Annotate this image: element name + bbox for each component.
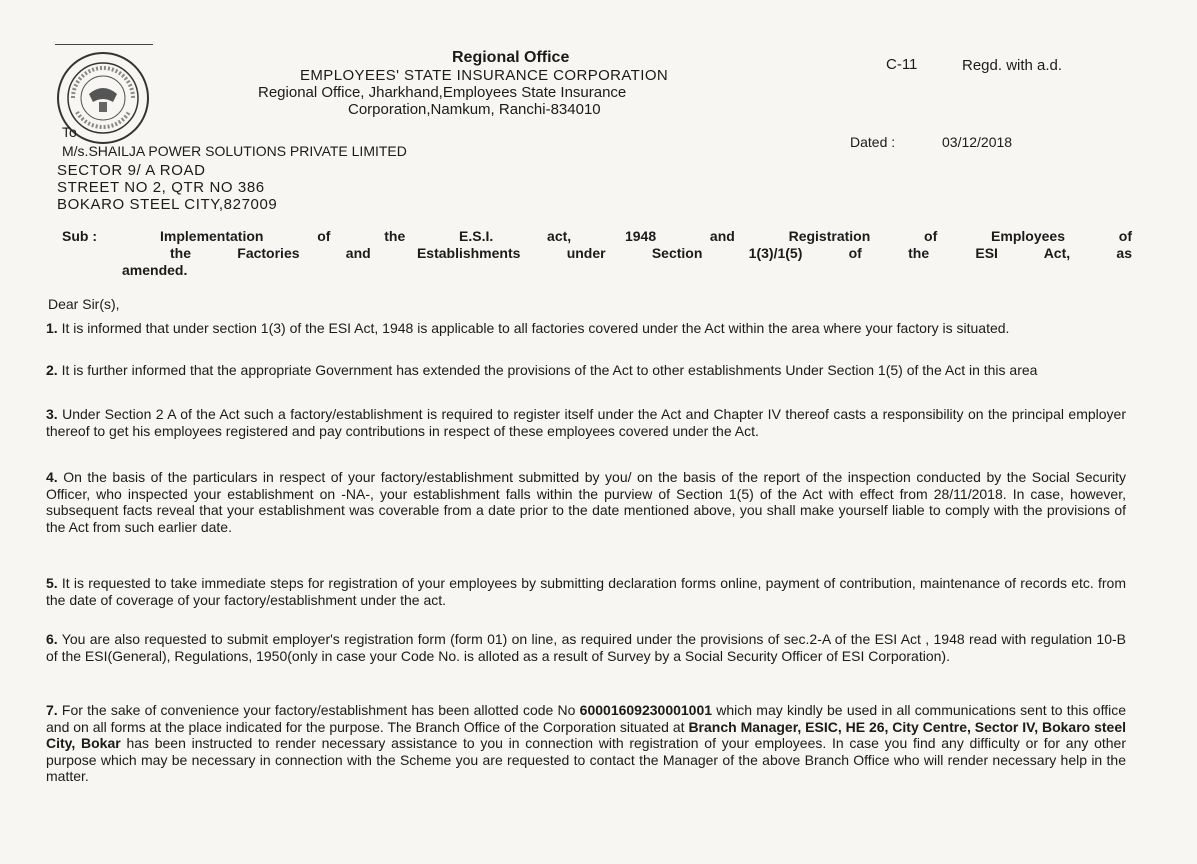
top-rule [55,44,153,45]
paragraph-number: 3. [46,406,58,422]
office-address-line-2: Corporation,Namkum, Ranchi-834010 [348,101,601,118]
paragraph-4 [46,469,1126,535]
recipient-address-line: BOKARO STEEL CITY,827009 [57,196,278,213]
office-address-line-1: Regional Office, Jharkhand,Employees State Insurance [258,84,627,101]
paragraph-number: 2. [46,362,58,378]
dated-value: 03/12/2018 [942,134,1013,150]
form-code: C-11 [886,56,918,73]
paragraph-number: 6. [46,631,58,647]
recipient-name: M/s.SHAILJA POWER SOLUTIONS PRIVATE LIMITED [62,143,407,159]
paragraph-text: It is further informed that the appropriate Government has extended the provisions of the Act to other establishments Under Section 1(5) of the Act in this area [61,362,1038,378]
subject-line-3: amended. [122,262,188,278]
paragraph-2 [46,362,1126,379]
paragraph-3 [46,406,1126,439]
paragraph-number: 4. [46,469,58,485]
dated-label: Dated : [850,134,896,150]
to-label: To [62,124,77,140]
paragraph-5 [46,575,1126,608]
recipient-address-line: SECTOR 9/ A ROAD [57,162,206,179]
registered-note: Regd. with a.d. [962,57,1063,74]
office-title: Regional Office [452,49,570,66]
employer-code: 60001609230001001 [579,702,713,718]
paragraph-6 [46,631,1126,664]
subject-label: Sub : [62,228,97,244]
recipient-address-line: STREET NO 2, QTR NO 386 [57,179,265,196]
corporation-name: EMPLOYEES' STATE INSURANCE CORPORATION [300,67,669,84]
paragraph-text: has been instructed to render necessary assistance to you in connection with registration of your employees. In case you find any difficulty or for any other purpose which may be necessary in connection with the Scheme you are requested to contact the Manager of the above Branch Office who will render necessary help in the matter. [46,735,1127,784]
paragraph-7 [46,702,1126,785]
paragraph-text: On the basis of the particulars in respect of your factory/establishment submitted by you/ on the basis of the report of the inspection conducted by the Social Security Officer, who inspected your establishment on -NA-, your establishment falls within the purview of Section 1(5) of the Act with effect from 28/11/2018. In case, however, subsequent facts reveal that your establishment was coverable from a date prior to the date mentioned above, you shall make yourself liable to comply with the provisions of the Act from such earlier date. [46,469,1126,535]
paragraph-text: You are also requested to submit employer's registration form (form 01) on line, as required under the provisions of sec.2-A of the ESI Act , 1948 read with regulation 10-B of the ESI(General), Regulations, 1950(only in case your Code No. is alloted as a result of Survey by a Social Security Officer of ESI Corporation). [46,631,1126,664]
paragraph-text: Under Section 2 A of the Act such a factory/establishment is required to register itself under the Act and Chapter IV thereof casts a responsibility on the principal employer thereof to get his employees registered and pay contributions in respect of these employees covered under the Act. [46,406,1126,439]
paragraph-text: For the sake of convenience your factory/establishment has been allotted code No [61,702,576,718]
subject-block [62,228,1132,279]
salutation: Dear Sir(s), [48,296,120,312]
paragraph-number: 7. [46,702,58,718]
paragraph-number: 5. [46,575,58,591]
paragraph-text: It is requested to take immediate steps for registration of your employees by submitting declaration forms online, payment of contribution, maintenance of records etc. from the date of coverage of your factory/establishment under the act. [46,575,1126,608]
paragraph-text: which may kindly be used in all communications sent to this office and on all forms at the place indicated for the purpose. The Branch Office of the Corporation situated at [46,702,1126,735]
branch-office-address: Branch Manager, ESIC, HE 26, City Centre, Sector IV, Bokaro steel City, Bokar [46,718,1127,751]
paragraph-1 [46,320,1126,337]
subject-line-1: Implementation of the E.S.I. act, 1948 and Registration of Employees of [160,228,1132,244]
paragraph-text: It is informed that under section 1(3) of the ESI Act, 1948 is applicable to all factories covered under the Act within the area where your factory is situated. [61,320,1010,336]
subject-line-2: the Factories and Establishments under Section 1(3)/1(5) of the ESI Act, as [170,245,1132,261]
paragraph-number: 1. [46,320,58,336]
